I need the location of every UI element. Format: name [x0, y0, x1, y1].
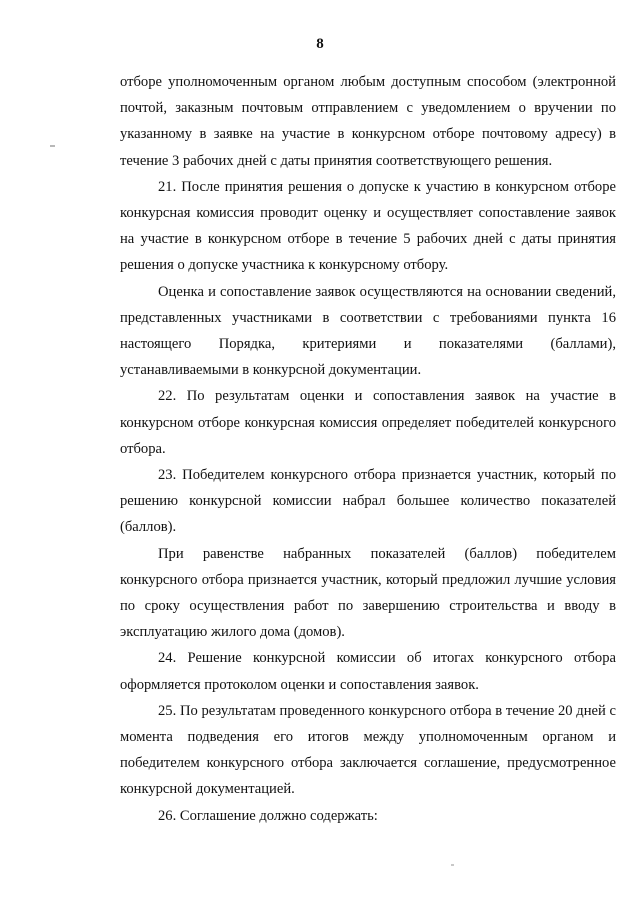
paragraph-evaluation: Оценка и сопоставление заявок осуществляются на основании сведений, представленных участниками в соответствии с требованиями пункта 16 настоящего Порядка, критериями и показателями (баллами), устанавливаемыми в конкурсной документации.: [120, 283, 616, 379]
page-number: 8: [316, 36, 324, 52]
paragraph-tie-rule: При равенстве набранных показателей (баллов) победителем конкурсного отбора признается участник, который предложил лучшие условия по сроку осуществления работ по завершению строительства и вводу в эксплуатацию жилого дома (домов).: [120, 545, 616, 641]
scan-artifact: [50, 145, 55, 147]
scan-artifact: [451, 864, 454, 866]
paragraph-item-21: 21. После принятия решения о допуске к участию в конкурсном отборе конкурсная комиссия проводит оценку и осуществляет сопоставление заявок на участие в конкурсном отборе в течение 5 рабочих дней с даты принятия решения о допуске участника к конкурсному отбору.: [120, 178, 616, 274]
paragraph-item-22: 22. По результатам оценки и сопоставления заявок на участие в конкурсном отборе конкурсная комиссия определяет победителей конкурсного отбора.: [120, 388, 616, 457]
paragraph-item-25: 25. По результатам проведенного конкурсного отбора в течение 20 дней с момента подведения его итогов между уполномоченным органом и победителем конкурсного отбора заключается соглашение, предусмотренное конкурсной документацией.: [120, 702, 616, 798]
paragraph-item-26: 26. Соглашение должно содержать:: [158, 807, 378, 824]
paragraph-item-23: 23. Победителем конкурсного отбора признается участник, который по решению конкурсной комиссии набрал большее количество показателей (баллов).: [120, 467, 616, 536]
paragraph-item-24: 24. Решение конкурсной комиссии об итогах конкурсного отбора оформляется протоколом оценки и сопоставления заявок.: [120, 650, 616, 693]
document-body: [120, 69, 616, 829]
paragraph-continuation: отборе уполномоченным органом любым доступным способом (электронной почтой, заказным почтовым отправлением с уведомлением о вручении по указанному в заявке на участие в конкурсном отборе почтовому адресу) в течение 3 рабочих дней с даты принятия соответствующего решения.: [120, 74, 616, 169]
